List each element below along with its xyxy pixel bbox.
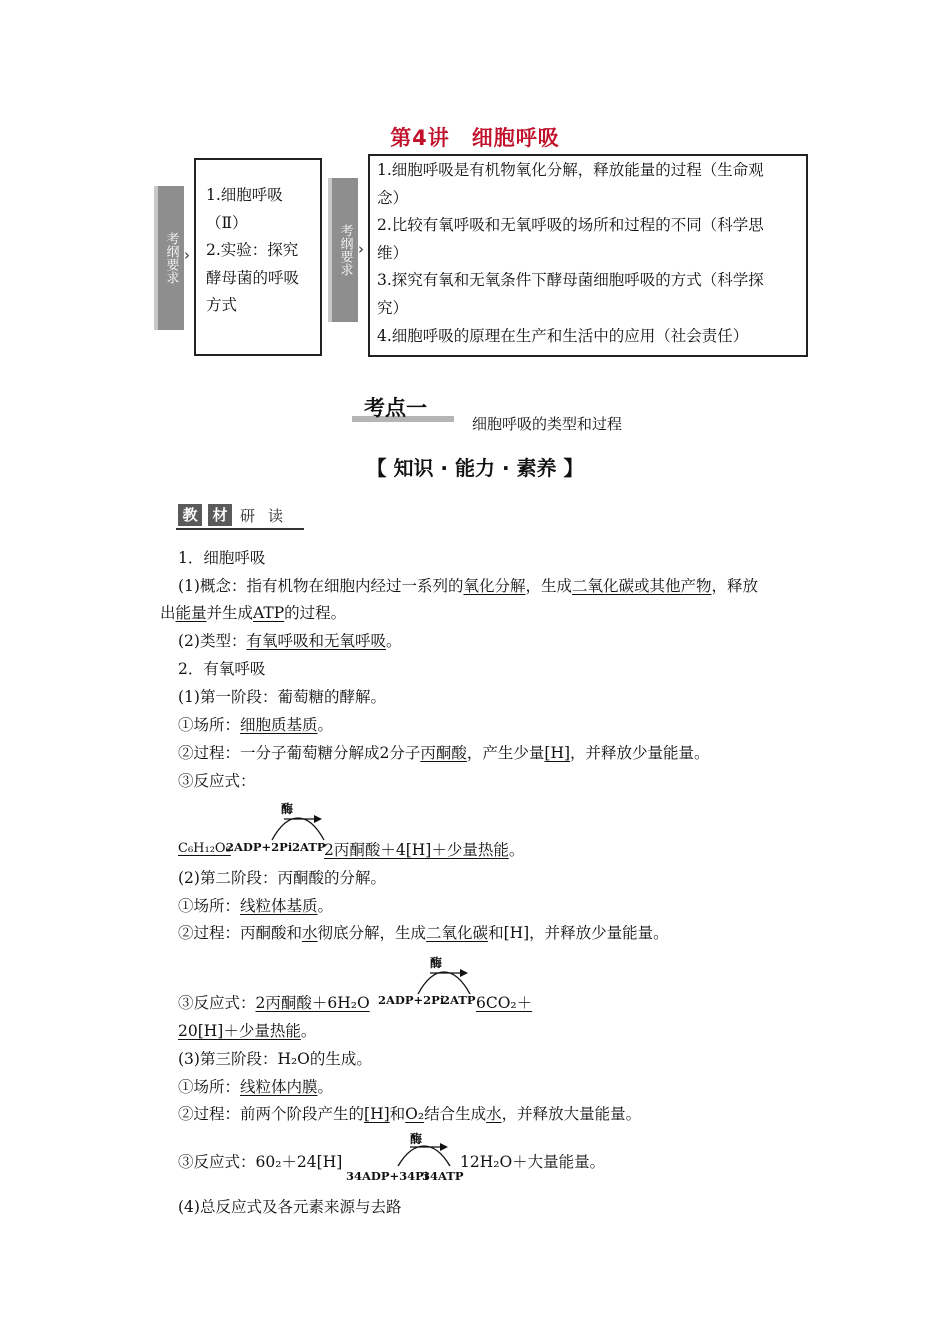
text: ，释放 bbox=[711, 577, 759, 595]
text: 和[H]，并释放少量能量。 bbox=[488, 924, 669, 942]
syllabus-left-line: 2.实验：探究 bbox=[206, 241, 299, 260]
formula-glucose: C₆H₁₂O₆ bbox=[178, 841, 231, 856]
text: 。 bbox=[385, 632, 402, 650]
syllabus-left-line: 酵母菌的呼吸 bbox=[206, 268, 300, 287]
atp-label: 2ATP bbox=[292, 840, 326, 854]
answer-blank: 有氧呼吸和无氧呼吸 bbox=[246, 632, 386, 650]
text: 并生成 bbox=[206, 604, 254, 622]
stage1-title: (1)第一阶段：葡萄糖的酵解。 bbox=[178, 688, 386, 706]
text: ①场所： bbox=[178, 1078, 241, 1096]
syllabus-left-line: 方式 bbox=[206, 296, 238, 315]
reaction-arc-icon bbox=[414, 966, 474, 996]
answer-blank: 6CO₂＋ bbox=[476, 994, 533, 1012]
answer-blank: 线粒体内膜 bbox=[240, 1078, 318, 1096]
stage3-products: 12H₂O＋大量能量。 bbox=[460, 1153, 606, 1171]
stage3-title: (3)第三阶段：H₂O的生成。 bbox=[178, 1050, 372, 1068]
jiaocai-char: 材 bbox=[208, 504, 232, 526]
answer-blank: 线粒体基质 bbox=[240, 897, 318, 915]
text: 。 bbox=[317, 897, 334, 915]
stage2-place bbox=[178, 894, 333, 916]
answer-blank: 丙酮酸 bbox=[420, 744, 467, 762]
page-title: 第4讲 细胞呼吸 bbox=[390, 126, 560, 150]
answer-blank: [H] bbox=[364, 1105, 390, 1123]
syllabus-left-list bbox=[196, 160, 320, 320]
enzyme-label: 酶 bbox=[430, 956, 443, 970]
text: 和 bbox=[389, 1105, 406, 1123]
jiaocai-char: 教 bbox=[178, 504, 202, 526]
syllabus-right-line: 念） bbox=[377, 188, 409, 207]
syllabus-left-line: 1.细胞呼吸 bbox=[206, 186, 283, 204]
adp-label: 2ADP+2Pi bbox=[226, 840, 293, 854]
text: ，并释放少量能量。 bbox=[570, 744, 710, 762]
text: (2)类型： bbox=[178, 632, 247, 650]
text: 出 bbox=[160, 604, 176, 622]
kaodian-subtitle: 细胞呼吸的类型和过程 bbox=[472, 415, 623, 433]
stage1-equation-label: ③反应式： bbox=[178, 772, 256, 790]
answer-blank: ATP bbox=[253, 604, 285, 622]
text: ，生成 bbox=[525, 577, 572, 595]
kaodian-label: 考点一 bbox=[364, 396, 427, 420]
syllabus-left-box bbox=[194, 158, 322, 356]
type-line bbox=[178, 629, 402, 651]
answer-blank: 能量 bbox=[175, 604, 207, 622]
answer-blank: 氧化分解 bbox=[463, 577, 526, 595]
answer-blank: O₂ bbox=[405, 1105, 425, 1123]
total-equation-title: (4)总反应式及各元素来源与去路 bbox=[178, 1198, 402, 1216]
text: 彻底分解，生成 bbox=[317, 924, 427, 942]
syllabus-tag-left-text: 考纲要求 bbox=[163, 232, 179, 284]
text: ①场所： bbox=[178, 897, 241, 915]
atp-label: 2ATP bbox=[442, 993, 476, 1007]
text: 。 bbox=[317, 716, 334, 734]
syllabus-tag-right bbox=[332, 178, 358, 322]
reaction-arc-icon bbox=[268, 812, 328, 842]
enzyme-label: 酶 bbox=[281, 802, 294, 816]
stage2-products bbox=[476, 991, 532, 1013]
heading-aerobic: 2．有氧呼吸 bbox=[178, 660, 266, 678]
answer-blank: 二氧化碳 bbox=[426, 924, 489, 942]
section-title: 【 知识 · 能力 · 素养 】 bbox=[366, 456, 584, 480]
text: ，产生少量 bbox=[466, 744, 545, 762]
text: 。 bbox=[317, 1078, 334, 1096]
syllabus-right-line: 4.细胞呼吸的原理在生产和生活中的应用（社会责任） bbox=[377, 326, 749, 345]
chevron-right-icon: › bbox=[184, 246, 190, 264]
stage1-place bbox=[178, 713, 333, 735]
adp-label: 2ADP+2Pi bbox=[378, 993, 445, 1007]
stage2-process bbox=[178, 921, 669, 943]
stage2-equation bbox=[178, 991, 370, 1013]
syllabus-right-line: 2.比较有氧呼吸和无氧呼吸的场所和过程的不同（科学思 bbox=[377, 216, 764, 235]
syllabus-right-line: 1.细胞呼吸是有机物氧化分解，释放能量的过程（生命观 bbox=[377, 161, 764, 179]
kaodian-badge bbox=[352, 392, 454, 424]
syllabus-tag-right-text: 考纲要求 bbox=[337, 224, 353, 276]
heading-cell-respiration: 1．细胞呼吸 bbox=[178, 549, 266, 567]
stage1-equation bbox=[178, 838, 231, 856]
stage3-equation: ③反应式：60₂＋24[H] bbox=[178, 1153, 343, 1171]
jiaocai-char: 读 bbox=[268, 507, 284, 525]
reaction-arc-icon bbox=[394, 1142, 454, 1168]
answer-blank: [H] bbox=[544, 744, 571, 762]
answer-blank: 2丙酮酸＋6H₂O bbox=[255, 994, 370, 1012]
stage2-products-cont bbox=[178, 1019, 316, 1041]
concept-line bbox=[178, 574, 758, 596]
answer-blank: 细胞质基质 bbox=[240, 716, 318, 734]
text: 结合生成 bbox=[424, 1105, 487, 1123]
text: ，并释放大量能量。 bbox=[501, 1105, 642, 1123]
enzyme-label: 酶 bbox=[410, 1132, 423, 1146]
text: ②过程：一分子葡萄糖分解成2分子 bbox=[178, 744, 421, 762]
syllabus-right-line: 维） bbox=[377, 243, 409, 262]
atp-label: 34ATP bbox=[422, 1169, 464, 1183]
jiaocai-heading bbox=[176, 502, 306, 532]
answer-blank: 水 bbox=[302, 924, 318, 942]
jiaocai-rule bbox=[176, 528, 304, 530]
text: 。 bbox=[300, 1022, 317, 1040]
text: ①场所： bbox=[178, 716, 241, 734]
concept-line-cont bbox=[160, 601, 346, 623]
syllabus-right-box bbox=[368, 154, 808, 357]
stage3-process bbox=[178, 1102, 641, 1124]
text: ③反应式： bbox=[178, 994, 256, 1012]
stage2-title: (2)第二阶段：丙酮酸的分解。 bbox=[178, 869, 386, 887]
text: 。 bbox=[508, 841, 525, 859]
syllabus-right-list bbox=[370, 156, 806, 350]
text: ②过程：丙酮酸和 bbox=[178, 924, 303, 942]
text: 的过程。 bbox=[284, 604, 347, 622]
jiaocai-char: 研 bbox=[240, 507, 256, 525]
answer-blank: 2丙酮酸＋4[H]＋少量热能 bbox=[324, 841, 509, 859]
chevron-right-icon: › bbox=[358, 240, 364, 258]
syllabus-left-line: （Ⅱ） bbox=[206, 213, 248, 232]
text: (1)概念：指有机物在细胞内经过一系列的 bbox=[178, 577, 464, 595]
stage1-process bbox=[178, 741, 710, 763]
text: ②过程：前两个阶段产生的 bbox=[178, 1105, 365, 1123]
syllabus-right-line: 3.探究有氧和无氧条件下酵母菌细胞呼吸的方式（科学探 bbox=[377, 271, 764, 290]
stage1-products bbox=[324, 838, 524, 860]
answer-blank: 二氧化碳或其他产物 bbox=[572, 577, 712, 595]
syllabus-right-line: 究） bbox=[377, 298, 409, 317]
syllabus-tag-left bbox=[158, 186, 184, 330]
answer-blank: 20[H]＋少量热能 bbox=[178, 1022, 301, 1040]
stage3-place bbox=[178, 1075, 333, 1097]
answer-blank: 水 bbox=[486, 1105, 502, 1123]
adp-label: 34ADP+34Pi bbox=[346, 1169, 429, 1183]
